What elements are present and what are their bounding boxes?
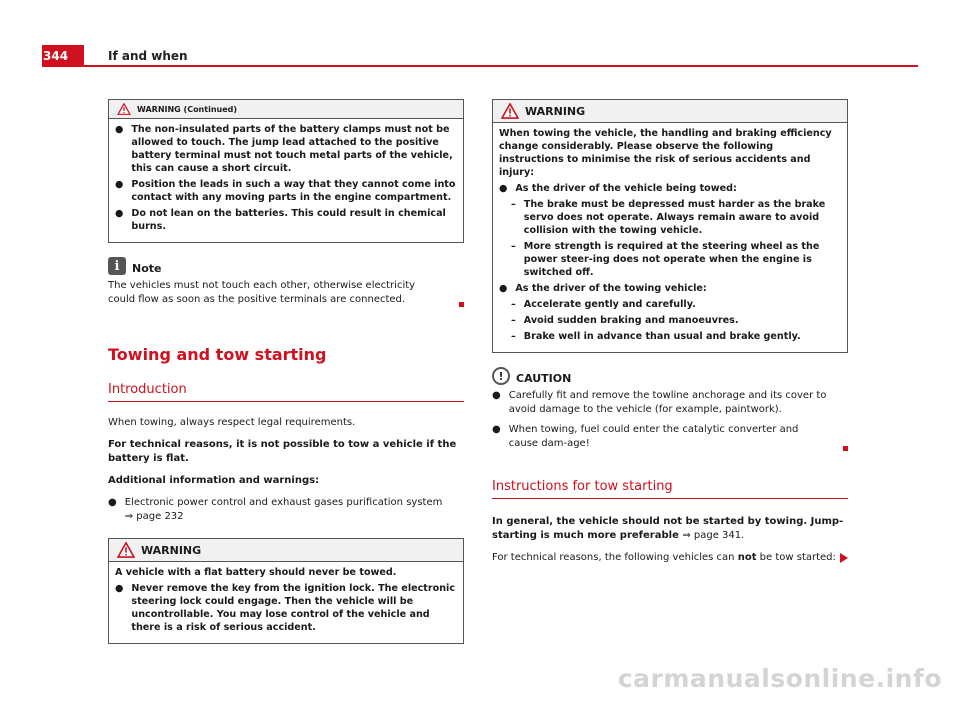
bullet-marker: ● <box>115 583 124 594</box>
bullet-marker: ● <box>499 283 508 294</box>
list-item-text: Brake well in advance than usual and brake gently. <box>523 331 801 342</box>
sub-list-item <box>511 298 841 311</box>
list-item-text: When towing, fuel could enter the catalytic converter and cause dam-age! <box>508 424 799 449</box>
list-item <box>115 123 457 175</box>
list-item-text: As the driver of the towing vehicle: <box>515 283 707 294</box>
sub-list-item <box>511 314 841 327</box>
tow-start-paragraph <box>492 515 848 543</box>
list-item-text: More strength is required at the steering wheel as the power steer-ing does not operate when the engine is switched off. <box>523 241 820 278</box>
caution-title: CAUTION <box>516 372 572 385</box>
list-item-text: Carefully fit and remove the towline anchorage and its cover to avoid damage to the vehicle (for example, paintwork). <box>508 390 827 415</box>
tow-start-emphasis: not <box>737 552 757 563</box>
dash-marker: – <box>511 199 516 210</box>
sub-list-item <box>511 198 841 237</box>
note-header <box>108 257 464 275</box>
continue-arrow-icon <box>840 553 848 563</box>
warning-title: WARNING <box>525 104 586 118</box>
subsection-title: Introduction <box>108 382 464 402</box>
warning-box <box>492 99 848 353</box>
list-item <box>492 389 848 417</box>
caution-header <box>492 367 848 385</box>
list-item-text: Accelerate gently and carefully. <box>523 299 696 310</box>
page-reference-link[interactable]: ⇒ page 232 <box>124 511 184 522</box>
list-item <box>115 207 457 233</box>
page-header <box>42 45 918 67</box>
dash-marker: – <box>511 299 516 310</box>
list-item-text: The non-insulated parts of the battery clamps must not be allowed to touch. The jump lead attached to the positive battery terminal must not touch metal parts of the vehicle, this can cause a short circuit. <box>131 124 453 174</box>
tow-start-text: be tow started: <box>756 552 836 563</box>
dash-marker: – <box>511 241 516 252</box>
section-end-marker <box>459 302 464 307</box>
list-item <box>499 182 841 195</box>
subsection-title: Instructions for tow starting <box>492 479 848 499</box>
list-item-text: Position the leads in such a way that they cannot come into contact with any moving parts in the engine compartment. <box>131 179 456 203</box>
warning-continued-box <box>108 99 464 243</box>
warning-continued-body <box>109 119 463 242</box>
bullet-marker: ● <box>115 208 124 219</box>
tow-start-paragraph <box>492 551 836 565</box>
intro-paragraph-bold: For technical reasons, it is not possible to tow a vehicle if the battery is flat. <box>108 439 457 464</box>
bullet-marker: ● <box>108 497 117 508</box>
running-title: If and when <box>108 49 188 63</box>
list-item <box>108 496 464 524</box>
sub-list-item <box>511 240 841 279</box>
list-item-text: The brake must be depressed must harder as the brake servo does not operate. Always remain aware to avoid collision with the towing vehicle. <box>523 199 826 236</box>
warning-triangle-icon <box>117 542 135 558</box>
list-item-text: Never remove the key from the ignition lock. The electronic steering lock could engage. Then the vehicle will be uncontrollable. You may lose control of the vehicle and there is a risk of serious accident. <box>131 583 456 633</box>
right-column <box>492 99 848 565</box>
warning-title: WARNING <box>141 543 202 557</box>
sub-list-item <box>511 330 841 343</box>
list-item-text: As the driver of the vehicle being towed: <box>515 183 737 194</box>
list-item-text: Do not lean on the batteries. This could result in chemical burns. <box>131 208 446 232</box>
warning-continued-title: WARNING (Continued) <box>137 104 238 114</box>
warning-triangle-icon <box>501 103 519 119</box>
watermark: carmanualsonline.info <box>617 664 942 693</box>
list-item <box>115 178 457 204</box>
caution-block <box>492 367 848 451</box>
warning-paragraph: A vehicle with a flat battery should never be towed. <box>115 567 397 578</box>
bullet-marker: ● <box>492 424 501 435</box>
page-reference-link[interactable]: ⇒ page 341. <box>682 530 745 541</box>
note-text: The vehicles must not touch each other, otherwise electricity could flow as soon as the positive terminals are connected. <box>108 280 416 305</box>
caution-last-row <box>492 423 848 451</box>
intro-paragraph: When towing, always respect legal requirements. <box>108 417 356 428</box>
page-number: 344 <box>42 45 84 67</box>
section-title: Towing and tow starting <box>108 345 327 364</box>
note-title: Note <box>132 262 162 275</box>
warning-triangle-icon <box>117 103 131 115</box>
warning-header <box>109 539 463 562</box>
intro-text <box>108 416 464 524</box>
list-item-text <box>125 496 443 524</box>
note-block <box>108 257 464 307</box>
warning-body <box>109 562 463 643</box>
list-item <box>115 582 457 634</box>
warning-body <box>493 123 847 352</box>
caution-icon: ! <box>492 367 510 385</box>
tow-start-last-row <box>492 551 848 565</box>
warning-continued-header <box>109 100 463 119</box>
intro-paragraph-bold: Additional information and warnings: <box>108 475 320 486</box>
tow-start-text <box>492 515 848 565</box>
tow-start-text-bold: In general, the vehicle should not be started by towing. Jump-starting is much more preferable <box>492 516 844 541</box>
warning-intro: When towing the vehicle, the handling and braking efficiency change considerably. Please observe the following instructions to minimise the risk of serious accidents and injury: <box>499 128 832 178</box>
dash-marker: – <box>511 315 516 326</box>
bullet-text: Electronic power control and exhaust gases purification system <box>124 497 443 508</box>
info-icon: i <box>108 257 126 275</box>
bullet-marker: ● <box>499 183 508 194</box>
list-item <box>499 282 841 295</box>
note-row <box>108 279 464 307</box>
bullet-marker: ● <box>115 124 124 135</box>
warning-box <box>108 538 464 644</box>
list-item <box>492 423 828 451</box>
bullet-marker: ● <box>115 179 124 190</box>
dash-marker: – <box>511 331 516 342</box>
warning-header <box>493 100 847 123</box>
list-item-text: Avoid sudden braking and manoeuvres. <box>523 315 739 326</box>
bullet-marker: ● <box>492 390 501 401</box>
section-end-marker <box>843 446 848 451</box>
left-column <box>108 99 464 658</box>
tow-start-text: For technical reasons, the following vehicles can <box>492 552 738 563</box>
